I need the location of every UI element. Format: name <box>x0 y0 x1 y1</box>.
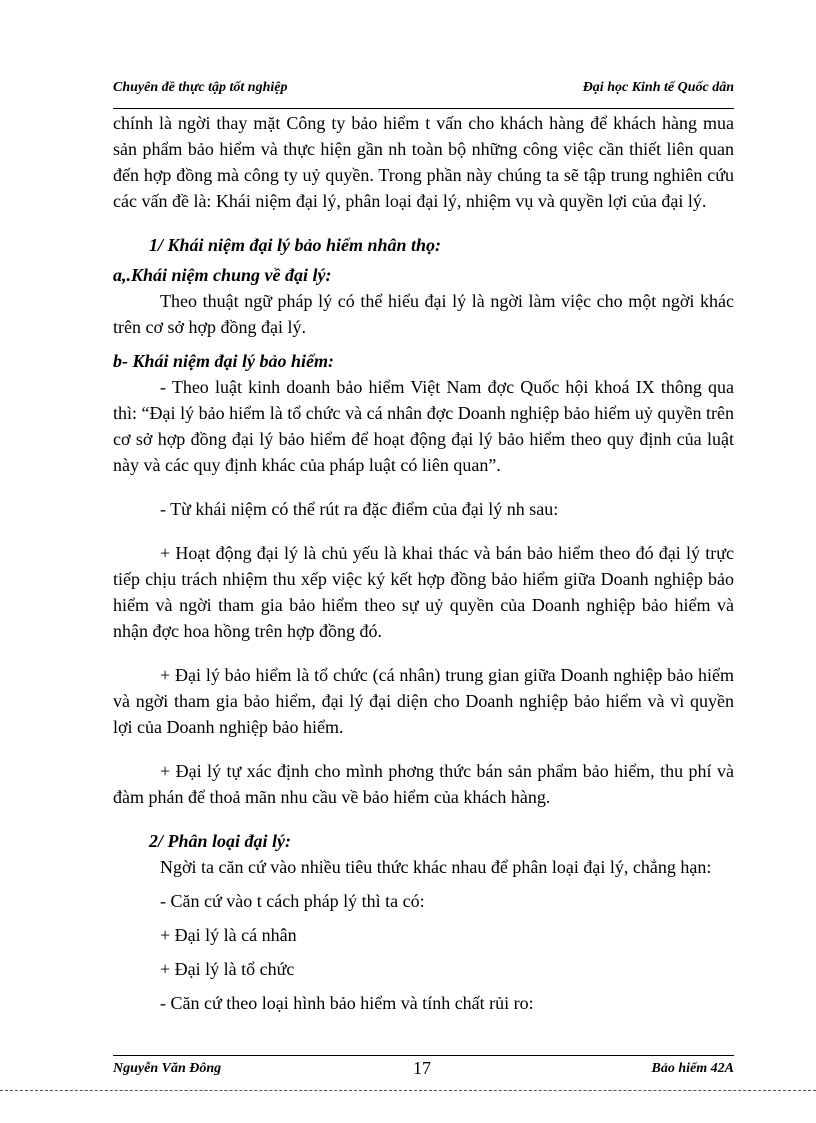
paragraph-characteristics-intro: - Từ khái niệm có thể rút ra đặc điểm của đại lý nh sau: <box>160 499 559 519</box>
paragraph-classification-intro: Ngời ta căn cứ vào nhiều tiêu thức khác nhau để phân loại đại lý, chẳng hạn: <box>160 857 712 877</box>
footer-class: Bảo hiểm 42A <box>651 1061 734 1076</box>
header-university: Đại học Kinh tế Quốc dân <box>582 80 734 95</box>
intro-paragraph: chính là ngời thay mặt Công ty bảo hiểm t vấn cho khách hàng để khách hàng mua sản phẩm bảo hiểm và thực hiện gần nh toàn bộ những công việc cần thiết liên quan đến hợp đồng mà công ty uỷ quyền. Trong phần này chúng ta sẽ tập trung nghiên cứu các vấn đề là: Khái niệm đại lý, phân loại đại lý, nhiệm vụ và quyền lợi của đại lý. <box>113 113 734 211</box>
subsection-heading-b: b- Khái niệm đại lý bảo hiểm: <box>113 351 335 371</box>
page-footer <box>113 1058 734 1080</box>
paragraph-characteristic-1: + Hoạt động đại lý là chủ yếu là khai thác và bán bảo hiểm theo đó đại lý trực tiếp chịu trách nhiệm thu xếp việc ký kết hợp đồng bảo hiểm giữa Doanh nghiệp bảo hiểm và ngời tham gia bảo hiểm theo sự uỷ quyền của Doanh nghiệp bảo hiểm và nhận đợc hoa hồng trên hợp đồng đó. <box>113 543 734 641</box>
page-header <box>113 78 734 100</box>
footer-divider <box>113 1055 734 1056</box>
paragraph-law-definition: - Theo luật kinh doanh bảo hiểm Việt Nam đợc Quốc hội khoá IX thông qua thì: “Đại lý bảo hiểm là tổ chức và cá nhân đợc Doanh nghiệp bảo hiểm uỷ quyền trên cơ sở hợp đồng đại lý bảo hiểm để hoạt động đại lý bảo hiểm theo quy định của luật này và các quy định khác của pháp luật có liên quan”. <box>113 377 734 475</box>
section-heading-2: 2/ Phân loại đại lý: <box>149 831 292 851</box>
paragraph-characteristic-3: + Đại lý tự xác định cho mình phơng thức bán sản phẩm bảo hiểm, thu phí và đàm phán để thoả mãn nhu cầu về bảo hiểm của khách hàng. <box>113 761 734 807</box>
header-thesis-title: Chuyên đề thực tập tốt nghiệp <box>113 80 288 95</box>
page-edge-divider <box>0 1090 816 1091</box>
list-item-organization-agent: + Đại lý là tổ chức <box>160 959 295 979</box>
paragraph-insurance-type: - Căn cứ theo loại hình bảo hiểm và tính chất rủi ro: <box>160 993 534 1013</box>
section-heading-1: 1/ Khái niệm đại lý bảo hiểm nhân thọ: <box>149 235 442 255</box>
page-number: 17 <box>413 1058 431 1078</box>
paragraph-characteristic-2: + Đại lý bảo hiểm là tổ chức (cá nhân) trung gian giữa Doanh nghiệp bảo hiểm và ngời tham gia bảo hiểm, đại lý đại diện cho Doanh nghiệp bảo hiểm và vì quyền lợi của Doanh nghiệp bảo hiểm. <box>113 665 734 737</box>
header-divider <box>113 108 734 109</box>
paragraph-legal-status: - Căn cứ vào t cách pháp lý thì ta có: <box>160 891 425 911</box>
list-item-individual-agent: + Đại lý là cá nhân <box>160 925 297 945</box>
paragraph-agent-definition: Theo thuật ngữ pháp lý có thể hiểu đại lý là ngời làm việc cho một ngời khác trên cơ sở hợp đồng đại lý. <box>113 291 734 337</box>
footer-author: Nguyễn Văn Đông <box>113 1061 222 1076</box>
page-body <box>113 110 734 1016</box>
subsection-heading-a: a,.Khái niệm chung về đại lý: <box>113 265 332 285</box>
